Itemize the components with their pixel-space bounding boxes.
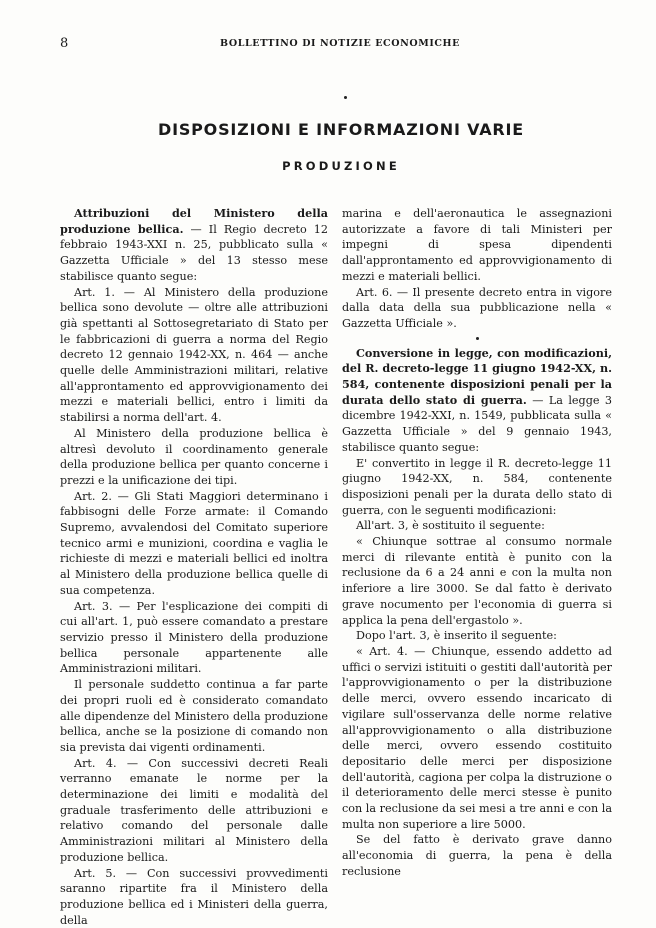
right-column [342,206,612,880]
running-title: BOLLETTINO DI NOTIZIE ECONOMICHE [220,38,460,49]
item-intro: — La legge 3 dicembre 1942-XXI, n. 1549, pubblicata sulla « Gazzetta Ufficiale » del 9 gennaio 1943, stabilisce quanto segue: [342,393,612,454]
subsection-title: PRODUZIONE [282,159,400,173]
item-intro: — Il Regio decreto 12 febbraio 1943-XXI n. 25, pubblicato sulla « Gazzetta Ufficiale » del 13 stesso mese stabilisce quanto segue: [60,222,328,283]
article-6: Art. 6. — Il presente decreto entra in vigore dalla data della sua pubblicazione nella « Gazzetta Ufficiale ». [342,285,612,330]
separator-dot [342,332,612,346]
article-5: Art. 5. — Con successivi provvedimenti saranno ripartite fra il Ministero della produzione bellica ed i Ministeri della guerra, della [60,866,328,927]
article-1-paragraph-2: Al Ministero della produzione bellica è altresì devoluto il coordinamento generale della produzione bellica per quanto concerne i prezzi e la unificazione dei tipi. [60,426,328,487]
article-3-paragraph-2: Il personale suddetto continua a far parte dei propri ruoli ed è considerato comandato alle dipendenze del Ministero della produzione bellica, anche se la posizione di comando non sia prevista dai vigenti ordinamenti. [60,678,328,754]
article-3: Art. 3. — Per l'esplicazione dei compiti di cui all'art. 1, può essere comandato a prestare servizio presso il Ministero della produzione bellica personale appartenente alle Amministrazioni militari. [60,599,328,676]
quoted-article-3: « Chiunque sottrae al consumo normale merci di rilevante entità è punito con la reclusione da 6 a 24 anni e con la multa non inferiore a lire 3000. Se dal fatto è derivato grave nocumento per l'economia di guerra si applica la pena dell'ergastolo ». [342,535,612,627]
ornament-dot [344,96,347,99]
item-heading: Attribuzioni del Ministero della produzione bellica. [60,206,328,236]
page-header [60,36,622,52]
section-title: DISPOSIZIONI E INFORMAZIONI VARIE [158,120,524,139]
article-1: Art. 1. — Al Ministero della produzione bellica sono devolute — oltre alle attribuzioni già spettanti al Sottosegretariato di Stato per le fabbricazioni di guerra a norma del Regio decreto 12 gennaio 1942-XX, n. 464 — anche quelle delle Amministrazioni militari, relative all'approntamento ed approvvigionamento dei mezzi e materiali bellici, entro i limiti da stabilirsi a norma dell'art. 4. [60,285,328,425]
article-2: Art. 2. — Gli Stati Maggiori determinano i fabbisogni delle Forze armate: il Comando Supremo, avvalendosi del Comitato superiore tecnico armi e munizioni, coordina e vaglia le richieste di mezzi e materiali bellici ed inoltra al Ministero della produzione bellica quelle di sua competenza. [60,489,328,597]
page-number: 8 [60,36,69,51]
art3-substitution: All'art. 3, è sostituito il seguente: [356,519,545,533]
left-column [60,206,328,928]
article-5-continued: marina e dell'aeronautica le assegnazioni autorizzate a favore di tali Ministeri per impegni di spesa dipendenti dall'approntamento ed approvvigionamento di mezzi e materiali bellici. [342,207,612,283]
item-paragraph [342,346,612,456]
closing-paragraph: Se del fatto è derivato grave danno all'economia di guerra, la pena è della reclusione [342,833,612,878]
quoted-article-4: « Art. 4. — Chiunque, essendo addetto ad uffici o servizi istituiti o gestiti dall'autorità per l'approvvigionamento o per la distribuzione delle merci, ovvero essendo incaricato di vigilare sull'osservanza delle norme relative all'approvvigionamento o alla distribuzione delle merci, ovvero essendo costituito depositario delle merci per disposizione dell'autorità, cagiona per colpa la distruzione o il deterioramento delle merci stesse è punito con la reclusione da sei mesi a tre anni e con la multa non superiore a lire 5000. [342,644,612,831]
item-paragraph [60,206,328,285]
item-heading: Conversione in legge, con modificazioni, del R. decreto-legge 11 giugno 1942-XX, n. 584, contenente disposizioni penali per la durata dello stato di guerra. [342,345,612,407]
article-4: Art. 4. — Con successivi decreti Reali verranno emanate le norme per la determinazione dei limiti e modalità del graduale trasferimento delle attribuzioni e relativo comando del personale dalle Amministrazioni militari al Ministero della produzione bellica. [60,756,328,864]
art4-insertion: Dopo l'art. 3, è inserito il seguente: [356,629,557,643]
conversion-paragraph: E' convertito in legge il R. decreto-legge 11 giugno 1942-XX, n. 584, contenente disposizioni penali per la durata dello stato di guerra, con le seguenti modificazioni: [342,456,612,517]
